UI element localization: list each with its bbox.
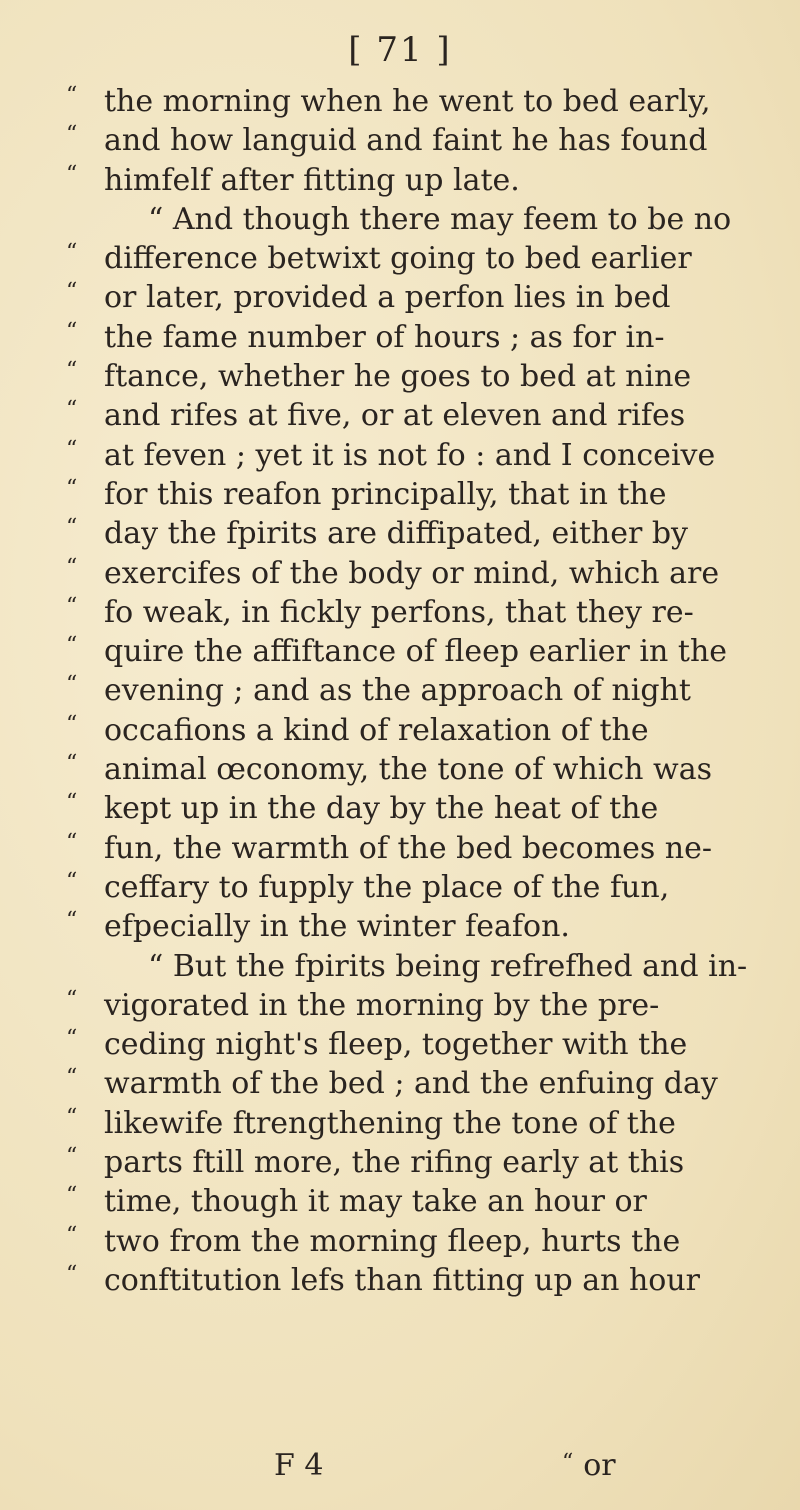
text-line — [66, 1222, 778, 1261]
text-line — [66, 278, 778, 317]
quote-mark: “ — [66, 279, 78, 305]
line-text: ceding night's fleep, together with the — [104, 1027, 688, 1063]
quote-mark: “ — [66, 475, 78, 501]
line-text: ftance, whether he goes to bed at nine — [104, 359, 692, 395]
text-line — [66, 907, 778, 946]
line-text: or later, provided a perfon lies in bed — [104, 280, 671, 316]
text-line — [66, 396, 778, 435]
quote-mark: “ — [66, 358, 78, 384]
catchword-quote: “ — [562, 1450, 574, 1475]
line-text: fun, the warmth of the bed becomes ne- — [104, 830, 712, 866]
line-text: time, though it may take an hour or — [104, 1184, 647, 1220]
quote-mark: “ — [66, 908, 78, 934]
quote-mark: “ — [66, 593, 78, 619]
quote-mark: “ — [66, 240, 78, 266]
line-text: quire the affiftance of fleep earlier in the — [104, 634, 728, 670]
text-line — [66, 711, 778, 750]
text-line — [66, 1025, 778, 1064]
text-line — [66, 1064, 778, 1103]
quote-mark: “ — [66, 672, 78, 698]
line-text: kept up in the day by the heat of the — [104, 791, 659, 827]
line-text: day the fpirits are diffipated, either by — [104, 516, 688, 552]
text-line — [66, 671, 778, 710]
line-text: fo weak, in fickly perfons, that they re- — [104, 594, 694, 630]
quote-mark: “ — [66, 122, 78, 148]
text-line — [66, 357, 778, 396]
catchword — [562, 1446, 616, 1489]
text-line — [66, 82, 778, 121]
line-text: efpecially in the winter feafon. — [104, 909, 570, 945]
quote-mark: “ — [66, 711, 78, 737]
quote-mark: “ — [66, 986, 78, 1012]
text-line — [66, 514, 778, 553]
text-line — [66, 632, 778, 671]
text-line — [66, 239, 778, 278]
line-text: occafions a kind of relaxation of the — [104, 712, 649, 748]
line-text: at feven ; yet it is not fo : and I conceive — [104, 437, 716, 473]
line-text: likewife ftrengthening the tone of the — [104, 1105, 676, 1141]
body-text — [66, 82, 778, 1300]
quote-mark: “ — [66, 1222, 78, 1248]
line-text: exercifes of the body or mind, which are — [104, 555, 720, 591]
text-line — [66, 593, 778, 632]
quote-mark: “ — [66, 1065, 78, 1091]
line-text: “ And though there may feem to be no — [148, 201, 732, 237]
line-text: the fame number of hours ; as for in- — [104, 319, 665, 355]
line-text: animal œconomy, the tone of which was — [104, 752, 712, 788]
text-line — [66, 318, 778, 357]
line-text: two from the morning fleep, hurts the — [104, 1223, 681, 1259]
line-text: evening ; and as the approach of night — [104, 673, 691, 709]
line-text: parts ftill more, the rifing early at this — [104, 1145, 685, 1181]
quote-mark: “ — [66, 397, 78, 423]
quote-mark: “ — [66, 1026, 78, 1052]
line-text: vigorated in the morning by the pre- — [104, 987, 660, 1023]
quote-mark: “ — [66, 436, 78, 462]
text-line — [66, 200, 778, 239]
quote-mark: “ — [66, 790, 78, 816]
text-line — [66, 829, 778, 868]
text-line — [66, 436, 778, 475]
quote-mark: “ — [66, 751, 78, 777]
text-line — [66, 986, 778, 1025]
page-number: [ 71 ] — [348, 30, 452, 70]
line-text: and how languid and faint he has found — [104, 123, 708, 159]
quote-mark: “ — [66, 1104, 78, 1130]
signature-mark: F 4 — [274, 1448, 324, 1483]
text-line — [66, 1261, 778, 1300]
text-line — [66, 789, 778, 828]
text-line — [66, 121, 778, 160]
quote-mark: “ — [66, 1183, 78, 1209]
quote-mark: “ — [66, 1144, 78, 1170]
text-line — [66, 475, 778, 514]
line-text: warmth of the bed ; and the enfuing day — [104, 1066, 718, 1102]
catchword-text: or — [583, 1448, 616, 1483]
quote-mark: “ — [66, 554, 78, 580]
quote-mark: “ — [66, 868, 78, 894]
line-text: the morning when he went to bed early, — [104, 84, 711, 119]
text-line — [66, 1143, 778, 1182]
quote-mark: “ — [66, 83, 78, 108]
text-line — [66, 947, 778, 986]
line-text: difference betwixt going to bed earlier — [104, 241, 692, 277]
text-line — [66, 1182, 778, 1221]
line-text: and rifes at five, or at eleven and rifes — [104, 398, 686, 434]
text-line — [66, 554, 778, 593]
line-text: “ But the fpirits being refrefhed and in- — [148, 948, 748, 984]
page-header — [0, 30, 800, 70]
line-text: conftitution lefs than fitting up an hour — [104, 1262, 701, 1298]
text-line — [66, 161, 778, 200]
quote-mark: “ — [66, 633, 78, 659]
quote-mark: “ — [66, 515, 78, 541]
quote-mark: “ — [66, 829, 78, 855]
line-text: for this reafon principally, that in the — [104, 476, 667, 512]
page-footer — [0, 1446, 800, 1486]
quote-mark: “ — [66, 318, 78, 344]
quote-mark: “ — [66, 161, 78, 187]
text-line — [66, 1104, 778, 1143]
text-line — [66, 750, 778, 789]
line-text: himfelf after fitting up late. — [104, 162, 520, 198]
text-line — [66, 868, 778, 907]
quote-mark: “ — [66, 1261, 78, 1287]
line-text: ceffary to fupply the place of the fun, — [104, 869, 670, 905]
